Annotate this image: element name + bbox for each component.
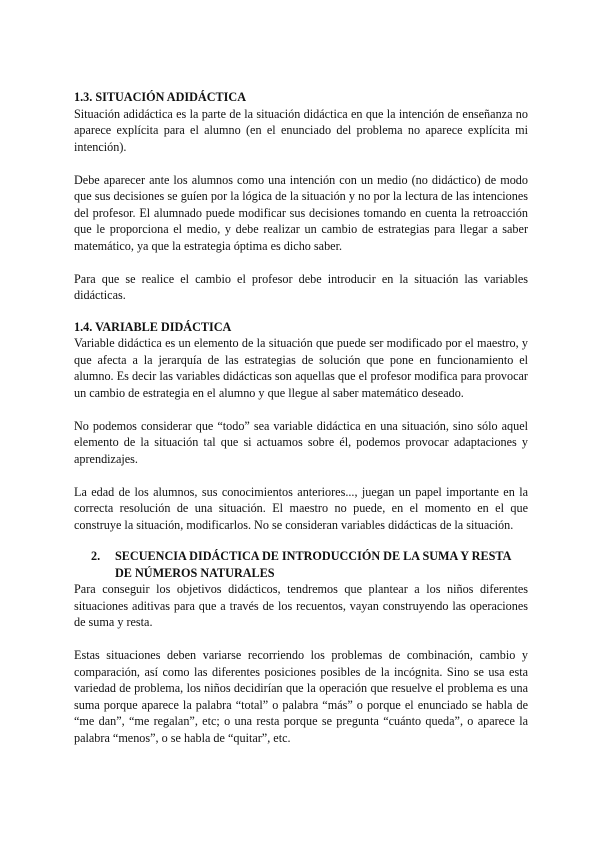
section-situacion-adidactica (74, 89, 528, 304)
section-variable-didactica (74, 319, 528, 534)
numbered-section-heading (74, 548, 528, 581)
paragraph: Para que se realice el cambio el profesor debe introducir en la situación las variables didácticas. (74, 271, 528, 302)
paragraph: Variable didáctica es un elemento de la situación que puede ser modificado por el maestro, y que afecta a la jerarquía de las estrategias de solución que pone en funcionamiento el alumno. Es decir las variables didácticas son aquellas que el profesor modifica para provocar un cambio de estrategia en el alumno y que llegue al saber matemático deseado. (74, 336, 528, 400)
paragraph: Para conseguir los objetivos didácticos, tendremos que plantear a los niños diferentes situaciones aditivas para que a través de los recuentos, vayan construyendo las operaciones de suma y resta. (74, 582, 528, 629)
section-heading: 1.4. VARIABLE DIDÁCTICA (74, 319, 232, 334)
paragraph: No podemos considerar que “todo” sea variable didáctica en una situación, sino sólo aquel elemento de la situación tal que si actuamos sobre él, podemos provocar adaptaciones y aprendizajes. (74, 418, 528, 466)
document-body (74, 89, 528, 746)
paragraph: Situación adidáctica es la parte de la situación didáctica en que la intención de enseñanza no aparece explícita para el alumno (en el enunciado del problema no aparece explícita mi intención). (74, 106, 528, 154)
section-number: 2. (91, 549, 101, 563)
paragraph: La edad de los alumnos, sus conocimientos anteriores..., juegan un papel importante en la correcta resolución de una situación. El maestro no puede, en el momento en el que construye la situación, modificarlos. No se consideran variables didácticas de la situación. (74, 484, 528, 532)
paragraph: Debe aparecer ante los alumnos como una intención con un medio (no didáctico) de modo que sus decisiones se guíen por la lógica de la situación y no por la lectura de las intenciones del profesor. El alumnado puede modificar sus decisiones tomando en cuenta la retroacción que le proporciona el medio, y debe realizar un cambio de estrategias para llegar a saber matemático, ya que la estrategia óptima es dicho saber. (74, 172, 528, 253)
section-secuencia-didactica (74, 548, 528, 746)
paragraph: Estas situaciones deben variarse recorriendo los problemas de combinación, cambio y comparación, así como las diferentes posiciones posibles de la incógnita. Sino se usa esta variedad de problema, los niños decidirían que la operación que resuelve el problema es una suma porque aparece la palabra “total” o palabra “más” o porque el enunciado se habla de “me dan”, “me regalan”, etc; o una resta porque se pregunta “cuánto queda”, o aparece la palabra “menos”, o se habla de “quitar”, etc. (74, 648, 528, 745)
section-heading: 1.3. SITUACIÓN ADIDÁCTICA (74, 90, 247, 104)
section-heading-text: SECUENCIA DIDÁCTICA DE INTRODUCCIÓN DE LA SUMA Y RESTA DE NÚMEROS NATURALES (115, 549, 511, 580)
